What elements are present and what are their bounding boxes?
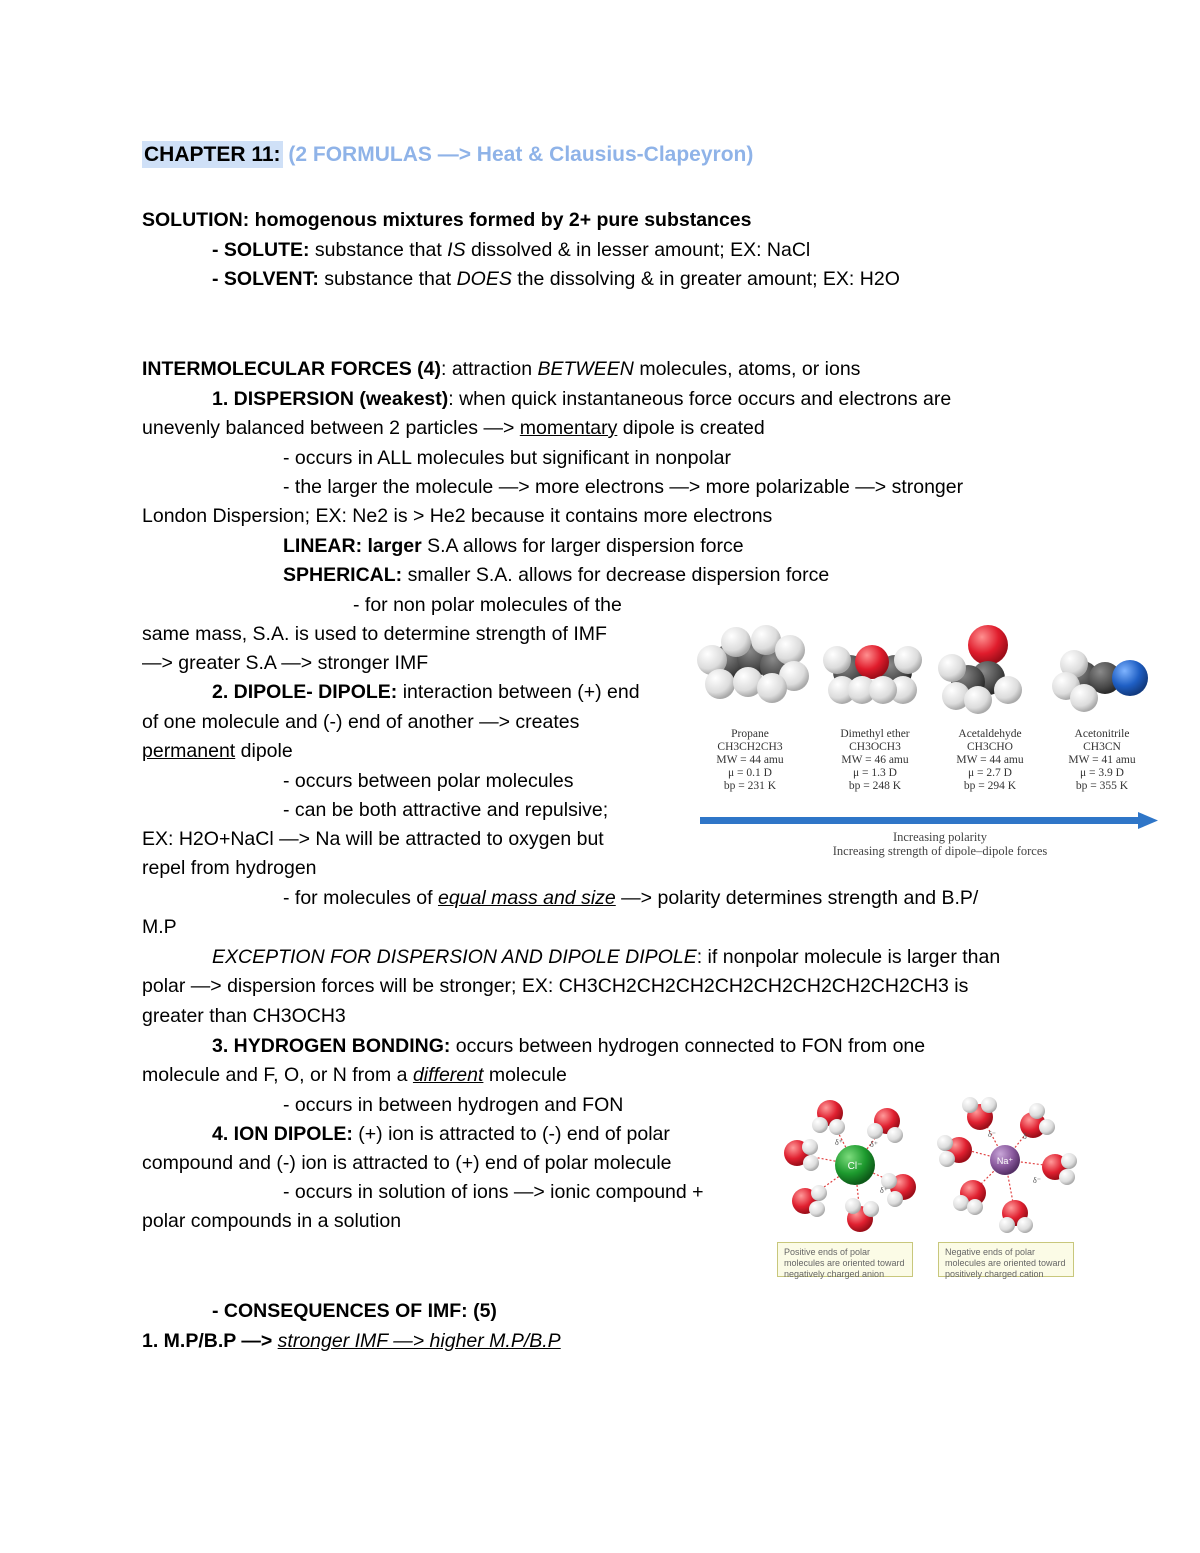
solvent-label: - SOLVENT: xyxy=(212,268,319,290)
exception-text: : if nonpolar molecule is larger than xyxy=(696,946,1001,968)
propane-model xyxy=(697,625,809,703)
imf-title-label: INTERMOLECULAR FORCES (4) xyxy=(142,358,441,380)
dipole-line-b: of one molecule and (-) end of another —> creates xyxy=(142,711,580,733)
dimethyl-ether-model xyxy=(823,645,922,704)
acetaldehyde-model xyxy=(938,625,1022,714)
propane-mw: MW = 44 amu xyxy=(716,754,784,766)
hbond-text-a: occurs between hydrogen connected to FON from one xyxy=(450,1035,926,1057)
solvent-text-b: the dissolving & in greater amount; EX: H2O xyxy=(511,268,900,290)
hbond-line-c: - occurs in between hydrogen and FON xyxy=(283,1094,624,1116)
dipole-text-c2: dipole xyxy=(235,740,293,762)
dipole-line xyxy=(212,677,640,707)
imf-title-a: : attraction xyxy=(441,358,538,380)
acetonitrile-mw: MW = 41 amu xyxy=(1068,754,1136,766)
linear-label: LINEAR: larger xyxy=(283,535,422,557)
iondipole-line-d: polar compounds in a solution xyxy=(142,1210,402,1232)
iondipole-text-a: (+) ion is attracted to (-) end of polar xyxy=(352,1123,670,1145)
imf-between: BETWEEN xyxy=(537,358,634,380)
dimethyl-ether-bp: bp = 248 K xyxy=(848,780,902,792)
nonpolar-line-c: —> greater S.A —> stronger IMF xyxy=(142,652,429,674)
hbond-text-b1: molecule and F, O, or N from a xyxy=(142,1064,413,1086)
solvent-line xyxy=(212,264,900,294)
dipole-line-e: - can be both attractive and repulsive; xyxy=(283,799,609,821)
delta-plus-label-3: δ⁺ xyxy=(880,1186,888,1195)
consequence-1-label: 1. M.P/B.P —> xyxy=(142,1330,278,1352)
propane-formula: CH3CH2CH3 xyxy=(717,741,783,753)
dispersion-label: 1. DISPERSION (weakest) xyxy=(212,388,449,410)
spherical-line xyxy=(283,560,829,590)
solute-label: - SOLUTE: xyxy=(212,239,310,261)
arrow-label-line-2: Increasing strength of dipole–dipole forces xyxy=(832,844,1048,858)
dispersion-line xyxy=(212,384,951,414)
dipole-line-g: repel from hydrogen xyxy=(142,857,317,879)
dispersion-line-2 xyxy=(142,413,765,443)
propane-mu: μ = 0.1 D xyxy=(728,767,772,779)
exception-line-d: greater than CH3OCH3 xyxy=(142,1005,346,1027)
consequence-item-1 xyxy=(142,1326,561,1356)
propane-bp: bp = 231 K xyxy=(723,780,777,792)
consequence-1-text: stronger IMF —> higher M.P/B.P xyxy=(277,1330,561,1352)
dipole-permanent: permanent xyxy=(142,740,236,762)
delta-minus-label-3: δ⁻ xyxy=(1033,1176,1041,1185)
acetonitrile-bp: bp = 355 K xyxy=(1075,780,1129,792)
delta-plus-label-1: δ⁺ xyxy=(835,1138,843,1147)
acetaldehyde-mu: μ = 2.7 D xyxy=(968,767,1012,779)
dipole-line-h xyxy=(283,883,978,913)
acetaldehyde-bp: bp = 294 K xyxy=(963,780,1017,792)
acetaldehyde-formula: CH3CHO xyxy=(966,741,1013,753)
dispersion-london: London Dispersion; EX: Ne2 is > He2 because it contains more electrons xyxy=(142,505,773,527)
hbond-line-b xyxy=(142,1060,567,1090)
ion-dipole-figure xyxy=(775,1095,1080,1280)
propane-name: Propane xyxy=(731,728,769,740)
dipole-line-i: M.P xyxy=(142,916,177,938)
chapter-title: CHAPTER 11: xyxy=(144,143,281,166)
solute-text-a: substance that xyxy=(309,239,448,261)
chapter-formulas: (2 FORMULAS —> Heat & Clausius-Clapeyron) xyxy=(288,143,754,166)
arrow-label-line-1: Increasing polarity xyxy=(892,830,988,844)
dipole-line-f: EX: H2O+NaCl —> Na will be attracted to oxygen but xyxy=(142,828,604,850)
ion-dipole-models xyxy=(775,1095,1080,1240)
acetaldehyde-mw: MW = 44 amu xyxy=(956,754,1024,766)
exception-label: EXCEPTION FOR DISPERSION AND DIPOLE DIPOLE xyxy=(212,946,697,968)
solvent-does: DOES xyxy=(456,268,512,290)
delta-plus-label-2: δ⁺ xyxy=(870,1140,878,1149)
exception-line-c: polar —> dispersion forces will be stronger; EX: CH3CH2CH2CH2CH2CH2CH2CH2CH2CH3 is xyxy=(142,975,969,997)
consequences-heading: - CONSEQUENCES OF IMF: (5) xyxy=(212,1300,497,1322)
iondipole-line-c: - occurs in solution of ions —> ionic compound + xyxy=(283,1181,704,1203)
dispersion-text-b1: unevenly balanced between 2 particles —> xyxy=(142,417,520,439)
dipole-text-a: interaction between (+) end xyxy=(397,681,640,703)
nonpolar-line-a: - for non polar molecules of the xyxy=(353,594,622,616)
imf-heading xyxy=(142,354,860,384)
acetonitrile-model xyxy=(1052,650,1148,712)
solute-text-b: dissolved & in lesser amount; EX: NaCl xyxy=(465,239,811,261)
hbond-label: 3. HYDROGEN BONDING: xyxy=(212,1035,451,1057)
hbond-text-b3: molecule xyxy=(483,1064,567,1086)
solute-is: IS xyxy=(447,239,466,261)
iondipole-line-b: compound and (-) ion is attracted to (+) end of polar molecule xyxy=(142,1152,672,1174)
acetaldehyde-caption xyxy=(930,728,1050,793)
linear-text: S.A allows for larger dispersion force xyxy=(421,535,744,557)
sodium-ion-label: Na⁺ xyxy=(996,1156,1014,1166)
dispersion-larger: - the larger the molecule —> more electrons —> more polarizable —> stronger xyxy=(283,476,964,498)
delta-minus-label-1: δ⁻ xyxy=(988,1130,996,1139)
dipole-equal-mass: equal mass and size xyxy=(437,887,616,909)
dimethyl-ether-caption xyxy=(815,728,935,793)
dipole-text-h3: —> polarity determines strength and B.P/ xyxy=(615,887,979,909)
polarity-arrow xyxy=(700,812,1158,829)
dimethyl-ether-mw: MW = 46 amu xyxy=(841,754,909,766)
caption-na: Negative ends of polar molecules are oriented toward positively charged cation xyxy=(938,1242,1074,1277)
solution-definition: SOLUTION: homogenous mixtures formed by 2+ pure substances xyxy=(142,209,752,231)
dipole-line-d: - occurs between polar molecules xyxy=(283,770,574,792)
iondipole-line xyxy=(212,1119,670,1149)
dipole-label: 2. DIPOLE- DIPOLE: xyxy=(212,681,398,703)
caption-cl: Positive ends of polar molecules are oriented toward negatively charged anion xyxy=(777,1242,913,1277)
propane-caption xyxy=(690,728,810,793)
dispersion-occurs: - occurs in ALL molecules but significant in nonpolar xyxy=(283,447,732,469)
delta-minus-label-2: δ⁻ xyxy=(1023,1132,1031,1141)
solvent-text-a: substance that xyxy=(318,268,457,290)
imf-title-b: molecules, atoms, or ions xyxy=(633,358,861,380)
acetonitrile-name: Acetonitrile xyxy=(1074,728,1130,740)
acetonitrile-mu: μ = 3.9 D xyxy=(1080,767,1124,779)
chapter-heading xyxy=(142,140,753,170)
polarity-figure xyxy=(690,620,1160,865)
dispersion-text-a: : when quick instantaneous force occurs and electrons are xyxy=(448,388,952,410)
dimethyl-ether-mu: μ = 1.3 D xyxy=(853,767,897,779)
spherical-text: smaller S.A. allows for decrease dispersion force xyxy=(402,564,830,586)
dimethyl-ether-formula: CH3OCH3 xyxy=(849,741,901,753)
dipole-line-c xyxy=(142,736,293,766)
dispersion-text-b3: dipole is created xyxy=(617,417,765,439)
linear-line xyxy=(283,531,744,561)
chloride-ion-label: Cl⁻ xyxy=(847,1161,863,1172)
acetaldehyde-name: Acetaldehyde xyxy=(958,728,1022,740)
acetonitrile-formula: CH3CN xyxy=(1083,741,1121,753)
dipole-text-h1: - for molecules of xyxy=(283,887,438,909)
polarity-arrow-label xyxy=(810,830,1070,858)
exception-line xyxy=(212,942,1000,972)
spherical-label: SPHERICAL: xyxy=(283,564,403,586)
dispersion-momentary: momentary xyxy=(519,417,618,439)
solute-line xyxy=(212,235,810,265)
hbond-line xyxy=(212,1031,925,1061)
acetonitrile-caption xyxy=(1042,728,1162,793)
iondipole-label: 4. ION DIPOLE: xyxy=(212,1123,353,1145)
hbond-different: different xyxy=(412,1064,484,1086)
dimethyl-ether-name: Dimethyl ether xyxy=(840,728,910,740)
nonpolar-line-b: same mass, S.A. is used to determine strength of IMF xyxy=(142,623,607,645)
